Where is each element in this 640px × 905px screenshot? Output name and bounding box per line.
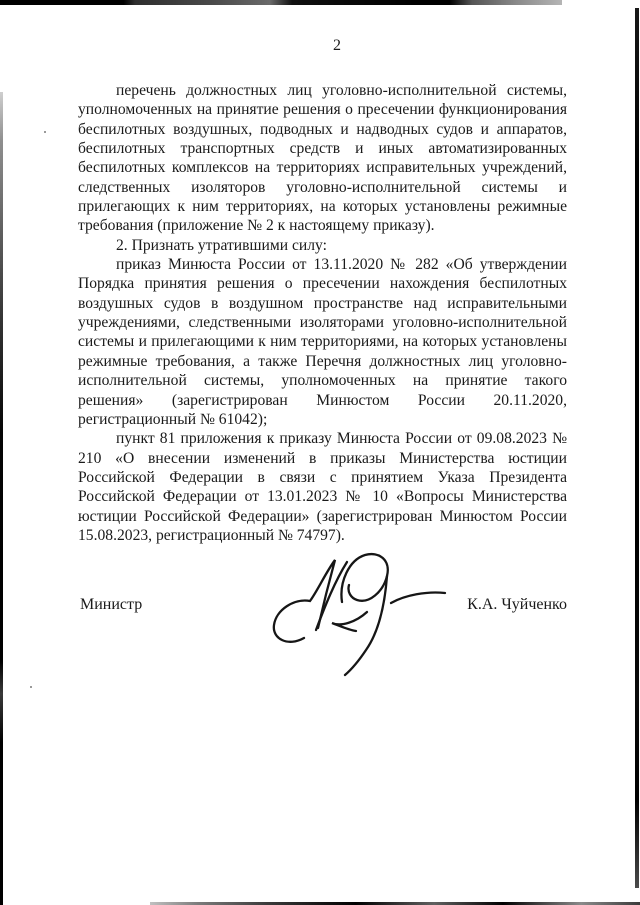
scan-artifact-right-edge: [635, 8, 639, 888]
signer-title: Министр: [80, 596, 143, 613]
signer-name: К.А. Чуйченко: [467, 596, 567, 613]
paragraph-revoked-order-210: пункт 81 приложения к приказу Минюста России от 09.08.2023 № 210 «О внесении изменений в приказы Министерства юстиции Российской Федерации в связи с принятием Указа Президента Российской Федерации от 13.01.2023 № 10 «Вопросы Министерства юстиции Российской Федерации» (зарегистрирован Минюстом России 15.08.2023, регистрационный № 74797).: [78, 430, 567, 544]
scan-artifact-top-edge: [0, 0, 562, 5]
handwritten-signature-icon: [268, 548, 450, 680]
paragraph-revoked-order-282: приказ Минюста России от 13.11.2020 № 282 «Об утверждении Порядка принятия решения о пресечении нахождения беспилотных воздушных судов в воздушном пространстве над исправительными учреждениями, следственными изоляторами уголовно-исполнительной системы и прилегающими к ним территориями, на которых установлены режимные требования, а также Перечня должностных лиц уголовно-исполнительной системы, уполномоченных на принятие такого решения» (зарегистрирован Минюстом России 20.11.2020, регистрационный № 61042);: [78, 256, 567, 428]
scan-noise-speck: [44, 131, 46, 133]
document-body: [78, 81, 567, 545]
scan-noise-speck: [30, 686, 32, 688]
page-number: 2: [333, 37, 341, 54]
scan-artifact-left-edge: [0, 92, 3, 905]
paragraph-list-continuation: перечень должностных лиц уголовно-исполнительной системы, уполномоченных на принятие решения о пресечении функционирования беспилотных воздушных, подводных и надводных судов и аппаратов, беспилотных транспортных средств и иных автоматизированных беспилотных комплексов на территориях исправительных учреждений, следственных изоляторов уголовно-исполнительной системы и прилегающих к ним территориях, на которых установлены режимные требования (приложение № 2 к настоящему приказу).: [78, 82, 567, 235]
paragraph-item-2: 2. Признать утратившими силу:: [116, 236, 327, 254]
